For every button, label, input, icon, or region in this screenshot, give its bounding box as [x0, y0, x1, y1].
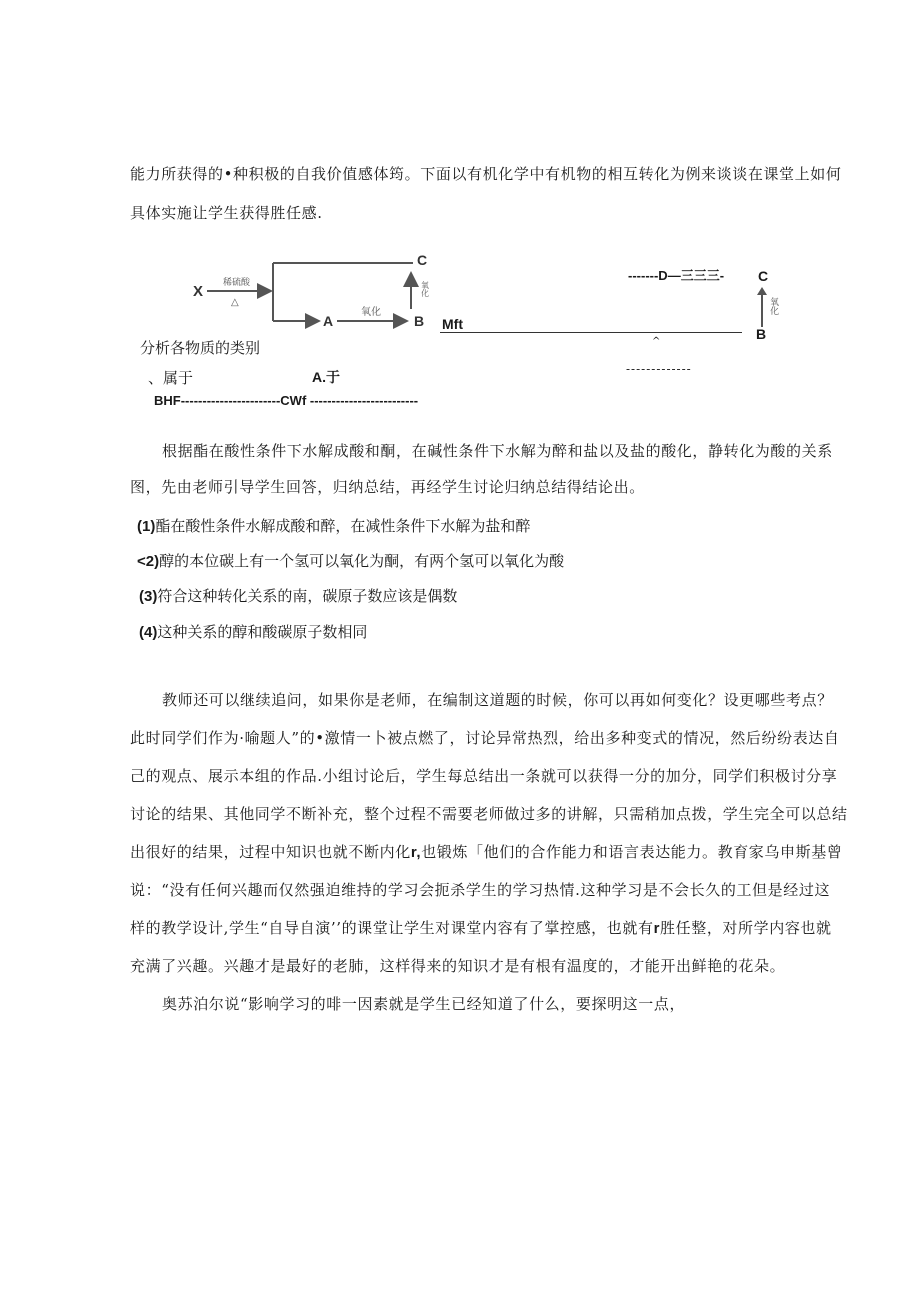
- analysis-bhf: BHF-----------------------CWf -------------------------: [154, 393, 419, 408]
- label-mft: Mft: [442, 316, 463, 332]
- intro-line-1: 能力所获得的•种积极的自我价值感体筠。下面以有机化学中有机物的相互转化为例来谈谈在课堂上如何: [130, 165, 842, 183]
- label-caret: ^: [652, 336, 661, 347]
- para2-line-4: 讨论的结果、其他同学不断补充，整个过程不需要老师做过多的讲解，只需稍加点拨，学生完全可以总结: [130, 805, 848, 823]
- conclusion-2: <2)醇的本位碳上有一个氢可以氧化为酮，有两个氢可以氧化为酸: [137, 552, 565, 570]
- label-delta: △: [231, 297, 239, 308]
- label-a: A: [323, 313, 334, 329]
- para3-line-1: 奥苏泊尔说“影响学习的啡一因素就是学生已经知道了什么，要探明这一点，: [162, 995, 686, 1013]
- para2-line-8: 充满了兴趣。兴趣才是最好的老肺，这样得来的知识才是有根有温度的，才能开出鲜艳的花朵。: [130, 957, 786, 975]
- para1-line-1: 根据酯在酸性条件下水解成酸和酮，在碱性条件下水解为醉和盐以及盐的酸化，静转化为酸的关系: [162, 442, 833, 460]
- para2-line-1: 教师还可以继续追问，如果你是老师，在编制这道题的时候，你可以再如何变化？设更哪些考点？: [162, 691, 833, 709]
- arrow-b-to-c-right: [752, 285, 782, 330]
- para2-line-6: 说：“没有任何兴趣而仅然强迫维持的学习会扼杀学生的学习热情.这种学习是不会长久的工但是经过这: [130, 881, 831, 899]
- analysis-title: 分析各物质的类别: [140, 339, 261, 357]
- conclusion-1: (1)酯在酸性条件水解成酸和醉，在减性条件下水解为盐和醉: [137, 517, 531, 535]
- label-c-right: C: [758, 268, 769, 284]
- divider-line: [440, 332, 742, 333]
- para2-line-2: 此时同学们作为·喻题人”的•激情一卜被点燃了，讨论异常热烈，给出多种变式的情况，然后纷纷表达自: [130, 729, 840, 747]
- label-d-chain: -------D—三三三-: [628, 268, 725, 283]
- para2-line-7: 样的教学设计,学生“自导自演’’的课堂让学生对课堂内容有了掌控感，也就有r胜任整，对所学内容也就: [130, 919, 832, 937]
- conclusion-4: (4)这种关系的醇和酸碳原子数相同: [139, 623, 368, 641]
- label-reagent: 稀硫酸: [223, 277, 251, 287]
- label-b: B: [414, 313, 425, 329]
- intro-line-2: 具体实施让学生获得胜任感.: [130, 204, 323, 222]
- analysis-shuyu: 、属于: [148, 369, 194, 387]
- para2-line-5: 出很好的结果，过程中知识也就不断内化r,也锻炼「他们的合作能力和语言表达能力。教育家乌申斯基曾: [130, 843, 843, 861]
- conclusion-3: (3)符合这种转化关系的南，碳原子数应该是偶数: [139, 587, 458, 605]
- label-dashes: -------------: [626, 362, 692, 376]
- label-x: X: [193, 283, 204, 300]
- label-c: C: [417, 252, 428, 268]
- para1-line-2: 图，先由老师引导学生回答，归纳总结，再经学生讨论归纳总结得结论出。: [130, 478, 645, 496]
- para2-line-3: 己的观点、展示本组的作品.小组讨论后，学生每总结出一条就可以获得一分的加分，同学们积极讨分享: [130, 767, 838, 785]
- conversion-diagram-left: [185, 245, 445, 335]
- label-b-right: B: [756, 326, 767, 342]
- analysis-a-yu: A.于: [312, 369, 340, 385]
- label-vertical-oxidize: 氧化: [420, 281, 430, 297]
- label-oxidize: 氧化: [361, 307, 381, 318]
- label-vertical-oxidize-right: 氧化: [769, 297, 779, 315]
